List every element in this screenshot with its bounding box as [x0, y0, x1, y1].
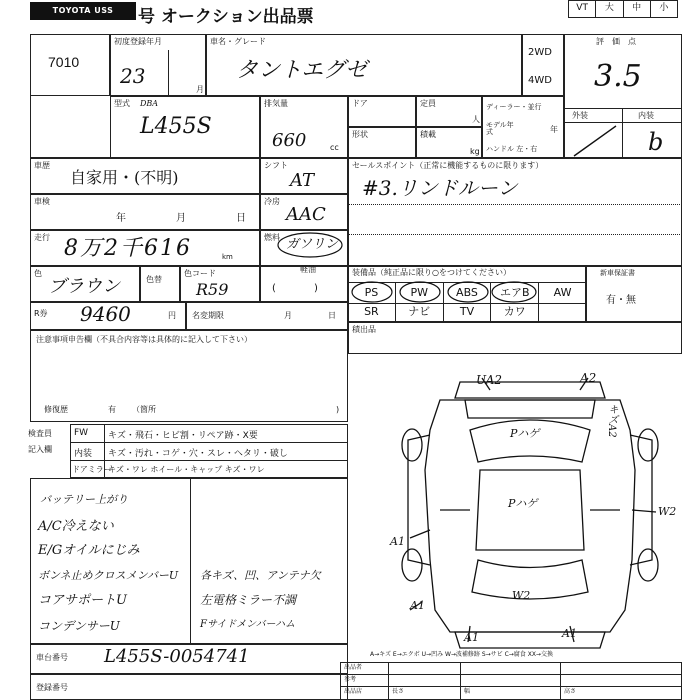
size-medium: 中: [624, 1, 651, 17]
diagram-mark-roof-front: Pハゲ: [510, 427, 540, 440]
inspector-row-fw-text: キズ・飛石・ヒビ割・リペア跡・X要: [108, 431, 258, 441]
diagram-mark-rear-w2: W2: [512, 589, 531, 602]
drive-box: [522, 34, 564, 96]
equip-empty: [539, 302, 586, 322]
inspector-row-interior-cat: 内装: [74, 449, 93, 459]
diagram-mark-left-a1-bottom: A1: [410, 599, 425, 612]
footer-hline-1: [340, 674, 682, 675]
inspector-note-6: コンデンサーU: [38, 619, 120, 633]
name-change-label: 名変期限: [192, 311, 224, 320]
inspector-line-1: [70, 442, 348, 443]
equip-abs: ABS: [444, 283, 492, 303]
footer-hline-2: [340, 686, 682, 687]
load-label: 積載: [420, 130, 436, 139]
model-prefix: DBA: [140, 99, 159, 108]
ac-label: 冷房: [264, 197, 280, 206]
equip-pw: PW: [396, 283, 444, 303]
other-items-label: 積出品: [352, 325, 376, 334]
footer-label-3: 出品店: [344, 688, 363, 695]
recycle-unit: 円: [168, 311, 176, 320]
score-divider-2: [622, 108, 623, 158]
model-year-label: モデル年式: [486, 121, 514, 136]
chassis-value: L455S-0054741: [104, 646, 250, 667]
inspector-notes-divider: [190, 478, 191, 644]
score-divider-1: [564, 108, 682, 109]
fuel-sub: 軽油: [300, 265, 316, 274]
displacement-label: 排気量: [264, 99, 288, 108]
fuel-circle: [276, 230, 346, 260]
load-unit: kg: [470, 147, 480, 156]
score-interior-label: 内装: [638, 111, 654, 120]
registration-no-label: 登録番号: [36, 683, 68, 692]
recycle-value: 9460: [80, 302, 131, 326]
inspector-line-2: [70, 460, 348, 461]
fuel-label: 燃料: [264, 233, 280, 242]
equipment-row-2: [348, 302, 586, 322]
car-name-value: タントエグゼ: [236, 58, 368, 83]
other-items-box: [348, 322, 682, 354]
model-label: 型式: [114, 99, 130, 108]
color-label: 色: [34, 269, 42, 278]
mileage-label: 走行: [34, 233, 50, 242]
inspection-day: 日: [236, 213, 246, 224]
name-change-day: 日: [328, 311, 336, 320]
drive-4wd: 4WD: [528, 75, 552, 86]
diagram-mark-side-right: W2: [658, 505, 677, 518]
registration-label: 初度登録年月: [114, 37, 162, 46]
fuel-value: ガソリン: [286, 237, 339, 252]
footer-f1: 長さ: [392, 688, 405, 695]
footer-label-1: 出品者: [344, 664, 363, 671]
damage-legend: A→キズ E→エクボ U→凹み W→波補修跡 S→サビ C→腐食 XX→交換: [370, 651, 553, 658]
inspector-row-mirror-cat: ドアミラー: [72, 465, 112, 474]
inspector-note-right-1: 各キズ、凹、アンテナ欠: [200, 569, 321, 582]
sales-point-label: セールスポイント（正常に機能するものに限ります）: [352, 161, 544, 170]
equip-aw: AW: [553, 286, 572, 299]
sales-point-value: #3.リンドルーン: [362, 176, 518, 200]
equip-sr: SR: [348, 302, 396, 322]
color-value: ブラウン: [48, 276, 120, 297]
model-value: L455S: [140, 114, 212, 139]
mileage-value: 8万2千616: [64, 236, 192, 261]
drive-2wd: 2WD: [528, 47, 552, 58]
inspector-row-fw-cat: FW: [74, 428, 89, 438]
doors-label: ドア: [352, 99, 368, 108]
repair-place: （箇所: [132, 405, 156, 414]
inspection-year: 年: [116, 213, 126, 224]
inspector-row-interior-text: キズ・汚れ・コゲ・穴・スレ・ヘタリ・破し: [108, 449, 288, 459]
shift-label: シフト: [264, 161, 288, 170]
registration-divider: [168, 50, 169, 96]
inspector-note-right-2: 左電格ミラー不調: [200, 593, 297, 607]
inspector-note-1: バッテリー上がり: [40, 493, 128, 506]
equipment-circles: [348, 280, 588, 304]
recycle-label: R券: [34, 309, 48, 318]
score-label: 評価点: [596, 37, 644, 46]
registration-no-box: [30, 674, 348, 700]
inspector-note-5: コアサポートU: [38, 593, 127, 608]
color-code-value: R59: [196, 280, 229, 299]
registration-year: 23: [120, 64, 146, 88]
footer-divider-2: [460, 662, 461, 700]
color-change-box: [140, 266, 180, 302]
size-large: 大: [596, 1, 623, 17]
usage-label: 車歴: [34, 161, 50, 170]
score-exterior-label: 外装: [572, 111, 588, 120]
footer-divider-1: [388, 662, 389, 700]
score-exterior-slash: [564, 122, 622, 158]
usage-value: 自家用・(不明): [70, 168, 179, 187]
displacement-unit: cc: [330, 143, 339, 152]
shift-value: AT: [290, 170, 315, 191]
footer-f2: 幅: [464, 688, 471, 695]
size-vt: VT: [569, 1, 596, 17]
size-small: 小: [659, 3, 669, 13]
inspector-note-right-3: Fサイドメンバーハム: [200, 619, 295, 630]
inspector-note-4: ボンネ止めクロスメンバーU: [38, 569, 179, 582]
inspection-box: [30, 194, 260, 230]
shape-label: 形状: [352, 130, 368, 139]
size-grade-boxes: [568, 0, 678, 18]
equip-kawa: カワ: [491, 302, 539, 322]
chassis-label: 車台番号: [36, 653, 68, 662]
footer-f3: 高さ: [564, 688, 577, 695]
footer-divider-3: [560, 662, 561, 700]
diagram-mark-top-left: UA2: [476, 373, 503, 387]
capacity-unit: 人: [472, 115, 480, 124]
form-title: 号 オークション出品票: [138, 7, 314, 27]
model-year-unit: 年: [550, 125, 558, 134]
inspector-note-3: E/Gオイルにじみ: [38, 543, 140, 558]
diagram-mark-bottom-right: A1: [562, 627, 577, 640]
inspection-month: 月: [176, 213, 186, 224]
equip-airbag: エアB: [491, 283, 539, 303]
equip-tv: TV: [444, 302, 492, 322]
sales-line-1: [348, 204, 682, 205]
dealer-label: ディーラー・並行: [486, 103, 542, 111]
inspector-label-1: 検査員: [28, 429, 52, 438]
score-interior-value: b: [648, 128, 664, 156]
diagram-mark-roof-mid: Pハゲ: [508, 497, 538, 510]
diagram-mark-left-a1: A1: [390, 535, 405, 548]
equipment-label: 装備品（純正品に限り○をつけてください）: [352, 268, 511, 277]
name-change-month: 月: [284, 311, 292, 320]
warranty-label: 新車保証書: [600, 269, 635, 277]
fuel-bottom-paren: ( ): [272, 283, 318, 294]
equip-navi: ナビ: [396, 302, 444, 322]
color-code-label: 色コード: [184, 269, 216, 278]
score-value: 3.5: [594, 59, 642, 94]
registration-month-unit: 月: [196, 85, 204, 94]
inspection-label: 車検: [34, 197, 50, 206]
diagram-mark-right-top: キズA2: [606, 404, 617, 438]
auction-logo: TOYOTA USS AUCTION: [30, 2, 136, 20]
equip-ps: PS: [348, 283, 396, 303]
repair-close: ): [336, 405, 340, 414]
inspector-note-2: A/C冷えない: [38, 519, 114, 534]
color-change-label: 色替: [146, 275, 162, 284]
repair-value: 有: [108, 405, 116, 414]
sales-point-box: [348, 158, 682, 266]
notes-label: 注意事項申告欄（不具合内容等は具体的に記入して下さい）: [36, 335, 252, 344]
mileage-unit: km: [222, 253, 233, 261]
inspector-row-mirror-text: キズ・ワレ ホイール・キャップ キズ・ワレ: [108, 465, 265, 474]
sales-line-2: [348, 234, 682, 235]
capacity-label: 定員: [420, 99, 436, 108]
repair-label: 修復歴: [44, 405, 68, 414]
diagram-mark-bottom-left: A1: [464, 631, 479, 644]
inspector-label-2: 記入欄: [28, 445, 52, 454]
warranty-value: 有・無: [606, 295, 636, 306]
diagram-mark-top-right: A2: [580, 371, 597, 385]
lot-number: 7010: [48, 54, 80, 70]
ac-value: AAC: [286, 204, 326, 225]
footer-label-2: 参考: [344, 676, 357, 683]
displacement-value: 660: [272, 130, 307, 151]
handle-label: ハンドル 左・右: [486, 145, 538, 153]
car-name-label: 車名・グレード: [210, 37, 266, 46]
